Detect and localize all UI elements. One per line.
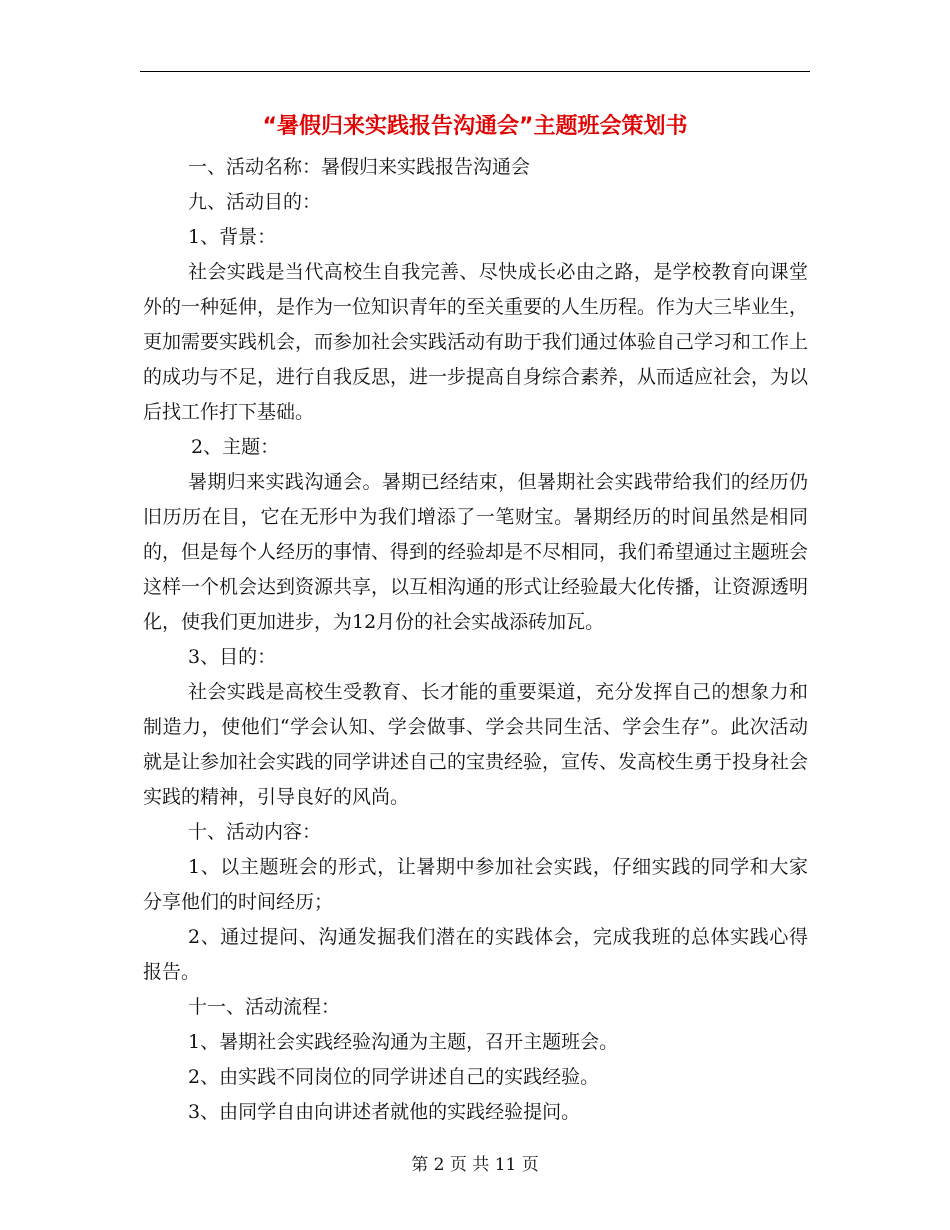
subheading-theme: 2、主题： bbox=[191, 436, 280, 458]
paragraph-background: 社会实践是当代高校生自我完善、尽快成长必由之路，是学校教育向课堂外的一种延伸，是作为一位知识青年的至关重要的人生历程。作为大三毕业生，更加需要实践机会，而参加社会实践活动有助于我们通过体验自己学习和工作上的成功与不足，进行自我反思，进一步提高自身综合素养，从而适应社会，为以后找工作打下基础。 bbox=[143, 261, 809, 423]
header-rule bbox=[140, 71, 810, 72]
subheading-goal: 3、目的： bbox=[188, 646, 277, 668]
document-title: “暑假归来实践报告沟通会”主题班会策划书 bbox=[262, 114, 688, 139]
section-heading-activity-process: 十一、活动流程： bbox=[188, 996, 341, 1018]
process-item-1: 1、暑期社会实践经验沟通为主题，召开主题班会。 bbox=[188, 1031, 619, 1053]
subheading-background: 1、背景： bbox=[188, 226, 277, 248]
section-heading-activity-content: 十、活动内容： bbox=[188, 821, 322, 843]
paragraph-theme: 暑期归来实践沟通会。暑期已经结束，但暑期社会实践带给我们的经历仍旧历历在目，它在无形中为我们增添了一笔财宝。暑期经历的时间虽然是相同的，但是每个人经历的事情、得到的经验却是不尽相同，我们希望通过主题班会这样一个机会达到资源共享，以互相沟通的形式让经验最大化传播，让资源透明化，使我们更加进步，为12月份的社会实战添砖加瓦。 bbox=[143, 471, 809, 633]
process-item-2: 2、由实践不同岗位的同学讲述自己的实践经验。 bbox=[188, 1066, 600, 1088]
process-item-3: 3、由同学自由向讲述者就他的实践经验提问。 bbox=[188, 1101, 581, 1123]
content-item-1: 1、以主题班会的形式，让暑期中参加社会实践，仔细实践的同学和大家分享他们的时间经历； bbox=[143, 856, 808, 913]
page-number: 第 2 页 共 11 页 bbox=[411, 1155, 539, 1175]
content-item-2: 2、通过提问、沟通发掘我们潜在的实践体会，完成我班的总体实践心得报告。 bbox=[143, 926, 808, 983]
section-heading-activity-name: 一、活动名称：暑假归来实践报告沟通会 bbox=[188, 156, 531, 178]
section-heading-activity-purpose: 九、活动目的： bbox=[188, 191, 322, 213]
document-body bbox=[143, 150, 808, 1130]
paragraph-goal: 社会实践是高校生受教育、长才能的重要渠道，充分发挥自己的想象力和制造力，使他们“学会认知、学会做事、学会共同生活、学会生存”。此次活动就是让参加社会实践的同学讲述自己的宝贵经验，宣传、发高校生勇于投身社会实践的精神，引导良好的风尚。 bbox=[143, 681, 809, 808]
